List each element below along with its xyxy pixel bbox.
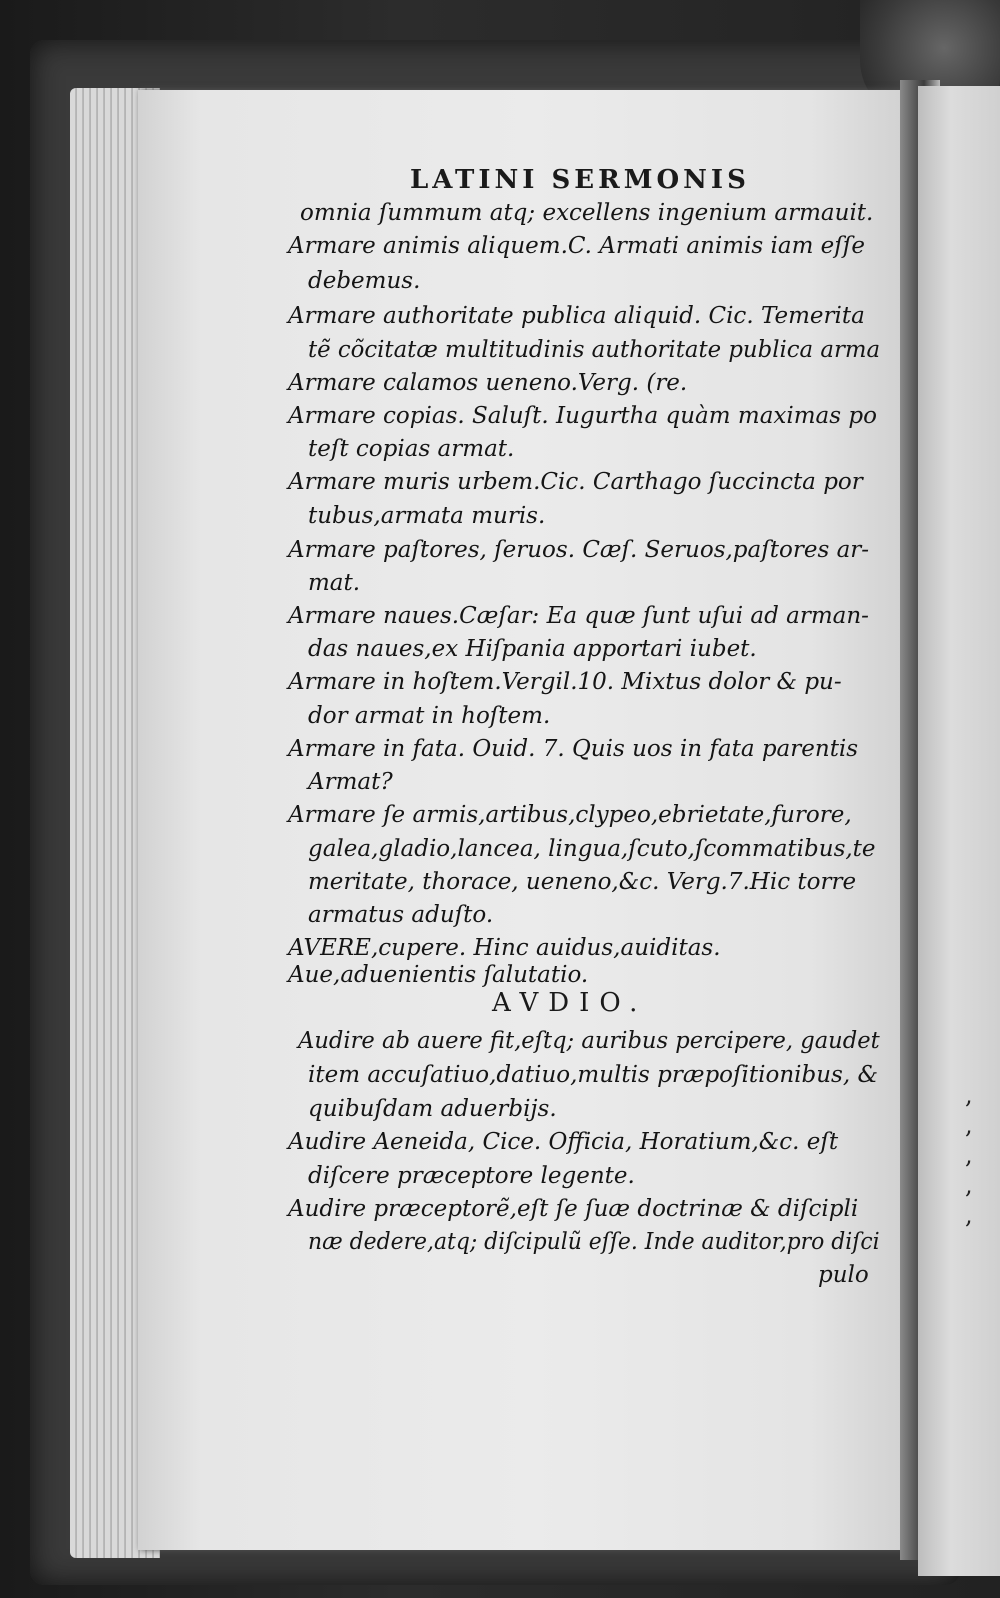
- text-line: dor armat in hoſtem.: [308, 703, 551, 729]
- text-line: Audire præceptorẽ,eſt ſe ſuæ doctrinæ & diſcipli: [288, 1196, 859, 1222]
- text-line: Armare animis aliquem.C. Armati animis iam eſſe: [288, 233, 865, 259]
- text-line: diſcere præceptore legente.: [308, 1163, 635, 1189]
- text-line: tẽ cõcitatæ multitudinis authoritate publica arma: [308, 337, 881, 363]
- text-line: Armare copias. Saluſt. Iugurtha quàm maximas po: [288, 403, 877, 429]
- text-line: galea,gladio,lancea, lingua,ſcuto,ſcommatibus,te: [308, 836, 876, 862]
- text-line: Armat?: [308, 769, 393, 795]
- text-line: Armare in fata. Ouid. 7. Quis uos in fata parentis: [288, 736, 859, 762]
- text-line: omnia ſummum atq; excellens ingenium armauit.: [300, 200, 874, 226]
- catchword: pulo: [818, 1262, 869, 1288]
- text-line: debemus.: [308, 268, 421, 294]
- running-header: LATINI SERMONIS: [410, 165, 750, 195]
- text-line: Armare paſtores, ſeruos. Cæſ. Seruos,paſtores ar-: [288, 537, 870, 563]
- text-line: næ dedere,atq; diſcipulũ eſſe. Inde auditor,pro diſci: [308, 1229, 880, 1255]
- text-line: Armare authoritate publica aliquid. Cic. Temerita: [288, 303, 865, 329]
- text-line: Armare calamos ueneno.Verg. (re.: [288, 370, 688, 396]
- text-line: item accuſatiuo,datiuo,multis præpoſitionibus, &: [308, 1062, 878, 1088]
- right-page-marks: , , , , ,: [965, 1081, 973, 1229]
- text-line: armatus aduſto.: [308, 902, 494, 928]
- text-line: tubus,armata muris.: [308, 503, 546, 529]
- text-line: Audire ab auere fit,eſtq; auribus percipere, gaudet: [298, 1028, 880, 1054]
- section-heading: AVDIO.: [492, 988, 648, 1018]
- text-line: meritate, thorace, ueneno,&c. Verg.7.Hic torre: [308, 869, 857, 895]
- text-line: das naues,ex Hiſpania apportari iubet.: [308, 636, 757, 662]
- text-line: Armare naues.Cæſar: Ea quæ ſunt uſui ad arman-: [288, 603, 869, 629]
- text-line: mat.: [308, 570, 361, 596]
- text-line: quibuſdam aduerbijs.: [308, 1096, 557, 1122]
- text-line: AVERE,cupere. Hinc auidus,auiditas.: [288, 935, 721, 961]
- text-line: Audire Aeneida, Cice. Officia, Horatium,&c. eſt: [288, 1129, 839, 1155]
- text-line: Armare muris urbem.Cic. Carthago ſuccincta por: [288, 469, 863, 495]
- text-line: teſt copias armat.: [308, 436, 515, 462]
- text-line: Aue,aduenientis ſalutatio.: [288, 962, 589, 988]
- text-line: Armare ſe armis,artibus,clypeo,ebrietate,furore,: [288, 802, 852, 828]
- text-line: Armare in hoſtem.Vergil.10. Mixtus dolor & pu-: [288, 669, 842, 695]
